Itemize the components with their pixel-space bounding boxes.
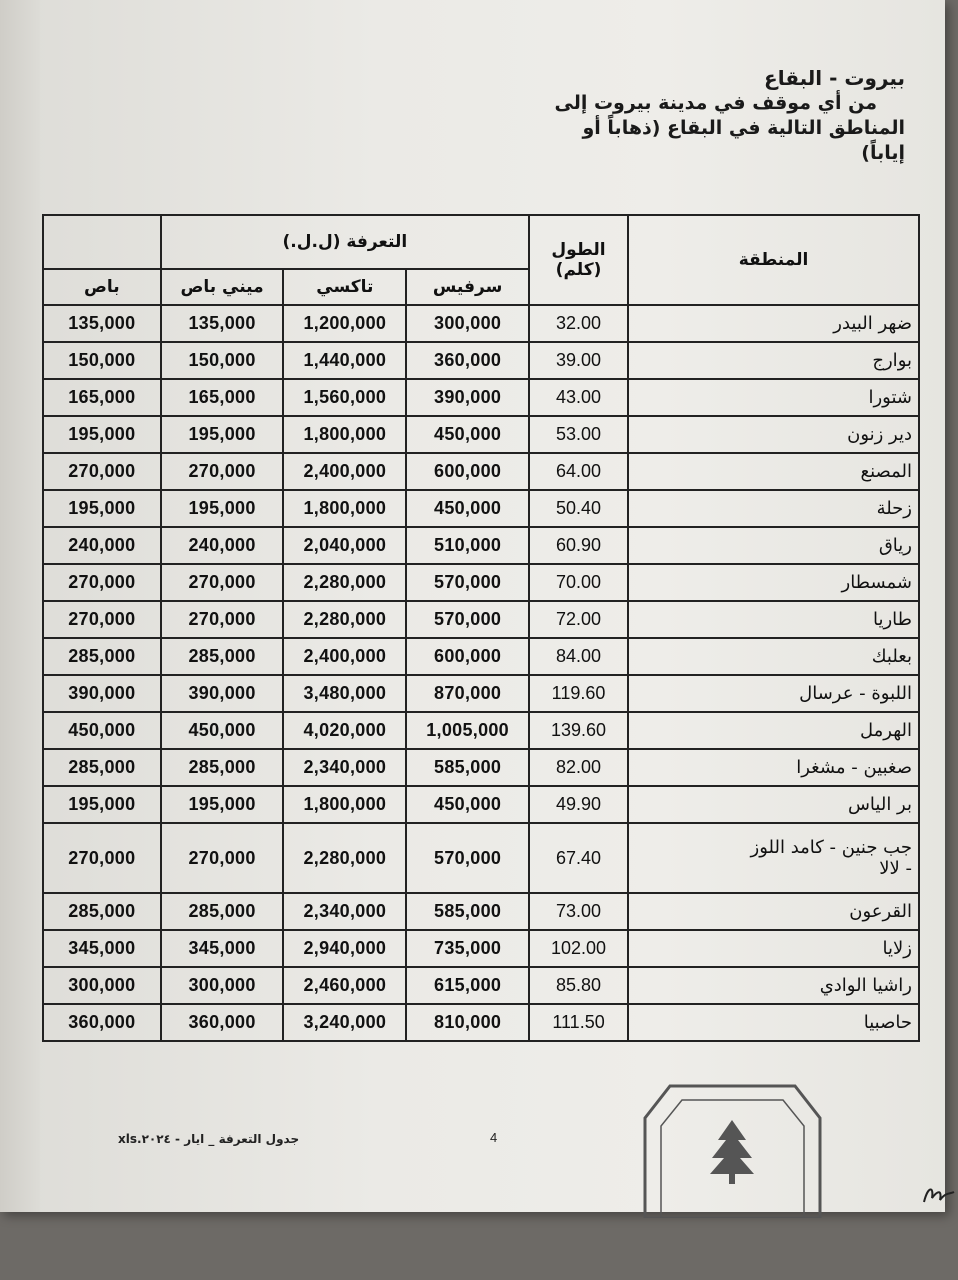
cell-bus: 285,000 [43,893,161,930]
cell-length: 43.00 [529,379,628,416]
cell-length: 64.00 [529,453,628,490]
header-minibus: ميني باص [161,269,284,305]
cell-region: بوارج [628,342,919,379]
footer-page-number: 4 [490,1130,498,1145]
table-row [43,564,919,601]
table-row [43,1004,919,1041]
signature-icon [918,1172,958,1212]
cell-region: القرعون [628,893,919,930]
cell-service: 570,000 [406,564,529,601]
cell-region-line-2: - لالا [879,858,912,879]
cell-minibus: 270,000 [161,564,284,601]
cell-taxi: 1,800,000 [283,490,406,527]
cell-minibus: 195,000 [161,490,284,527]
cell-region: صغبين - مشغرا [628,749,919,786]
cell-service: 615,000 [406,967,529,1004]
table-row [43,930,919,967]
cell-length: 70.00 [529,564,628,601]
cell-bus: 270,000 [43,601,161,638]
cell-taxi: 2,400,000 [283,453,406,490]
cell-bus: 195,000 [43,490,161,527]
cell-length: 111.50 [529,1004,628,1041]
table-row [43,305,919,342]
document-heading [505,66,905,166]
cell-taxi: 4,020,000 [283,712,406,749]
cell-minibus: 300,000 [161,967,284,1004]
cell-bus: 285,000 [43,638,161,675]
cell-minibus: 270,000 [161,453,284,490]
cell-length: 72.00 [529,601,628,638]
cell-bus: 300,000 [43,967,161,1004]
cell-taxi: 2,040,000 [283,527,406,564]
cell-minibus: 450,000 [161,712,284,749]
cell-minibus: 270,000 [161,601,284,638]
table-row [43,379,919,416]
cell-service: 600,000 [406,638,529,675]
cell-service: 870,000 [406,675,529,712]
cell-length: 49.90 [529,786,628,823]
cell-taxi: 2,340,000 [283,893,406,930]
cell-bus: 150,000 [43,342,161,379]
cell-service: 585,000 [406,749,529,786]
table-row [43,967,919,1004]
cell-region: اللبوة - عرسال [628,675,919,712]
cell-taxi: 1,560,000 [283,379,406,416]
cell-taxi: 2,460,000 [283,967,406,1004]
table-row [43,342,919,379]
footer-file-name: جدول التعرفة _ ايار - ٢٠٢٤.xls [118,1132,300,1146]
table-row [43,893,919,930]
table-row [43,675,919,712]
cell-bus: 345,000 [43,930,161,967]
table-row [43,712,919,749]
cell-length: 84.00 [529,638,628,675]
cell-minibus: 345,000 [161,930,284,967]
table-row [43,823,919,893]
cell-minibus: 285,000 [161,638,284,675]
cell-region: بر الياس [628,786,919,823]
cell-minibus: 165,000 [161,379,284,416]
cell-service: 450,000 [406,786,529,823]
cell-minibus: 285,000 [161,749,284,786]
cell-region: شتورا [628,379,919,416]
cell-region: ضهر البيدر [628,305,919,342]
cell-bus: 195,000 [43,416,161,453]
cell-length: 73.00 [529,893,628,930]
cell-region: بعلبك [628,638,919,675]
cell-region [628,823,919,893]
table-row [43,786,919,823]
cell-bus: 165,000 [43,379,161,416]
cell-service: 600,000 [406,453,529,490]
cell-length: 53.00 [529,416,628,453]
table-row [43,638,919,675]
cell-minibus: 195,000 [161,416,284,453]
table-row [43,490,919,527]
cell-service: 360,000 [406,342,529,379]
table-row [43,453,919,490]
cell-region: زحلة [628,490,919,527]
official-stamp-icon [640,1078,825,1218]
cell-length: 60.90 [529,527,628,564]
cell-region: راشيا الوادي [628,967,919,1004]
cell-service: 450,000 [406,490,529,527]
cell-region: طاريا [628,601,919,638]
header-region: المنطقة [628,215,919,305]
cell-service: 735,000 [406,930,529,967]
cell-service: 810,000 [406,1004,529,1041]
cell-region: المصنع [628,453,919,490]
cell-taxi: 2,280,000 [283,564,406,601]
cell-bus: 270,000 [43,453,161,490]
cell-length: 32.00 [529,305,628,342]
cell-bus: 135,000 [43,305,161,342]
cell-bus: 390,000 [43,675,161,712]
header-bus: باص [43,269,161,305]
cell-taxi: 2,400,000 [283,638,406,675]
cell-bus: 270,000 [43,564,161,601]
cell-taxi: 2,340,000 [283,749,406,786]
header-blank [43,215,161,269]
table-row [43,601,919,638]
cell-length: 85.80 [529,967,628,1004]
cell-bus: 450,000 [43,712,161,749]
cell-service: 585,000 [406,893,529,930]
heading-line-2: المناطق التالية في البقاع (ذهاباً أو [582,117,905,139]
cell-bus: 360,000 [43,1004,161,1041]
heading-line-1: من أي موقف في مدينة بيروت إلى [554,92,877,114]
cell-region: الهرمل [628,712,919,749]
header-taxi: تاكسي [283,269,406,305]
cell-minibus: 240,000 [161,527,284,564]
cell-length: 50.40 [529,490,628,527]
cell-service: 300,000 [406,305,529,342]
cell-taxi: 2,280,000 [283,823,406,893]
cell-length: 82.00 [529,749,628,786]
cell-taxi: 2,940,000 [283,930,406,967]
cell-length: 39.00 [529,342,628,379]
cell-bus: 195,000 [43,786,161,823]
cell-minibus: 270,000 [161,823,284,893]
cell-region-line-1: جب جنين - كامد اللوز [750,837,912,858]
cell-region: زلايا [628,930,919,967]
cell-region: رياق [628,527,919,564]
cell-service: 450,000 [406,416,529,453]
cell-taxi: 3,240,000 [283,1004,406,1041]
cell-minibus: 195,000 [161,786,284,823]
cell-taxi: 3,480,000 [283,675,406,712]
heading-line-3: إياباً) [861,142,905,164]
cell-service: 1,005,000 [406,712,529,749]
header-length [529,215,628,305]
table-row [43,749,919,786]
cell-service: 390,000 [406,379,529,416]
header-length-label: الطول [551,240,606,260]
cell-minibus: 135,000 [161,305,284,342]
heading-title: بيروت - البقاع [764,66,905,90]
cell-length: 139.60 [529,712,628,749]
cell-taxi: 1,800,000 [283,416,406,453]
cell-region: شمسطار [628,564,919,601]
cell-length: 67.40 [529,823,628,893]
header-length-unit: (كلم) [555,260,602,280]
cell-bus: 240,000 [43,527,161,564]
cell-service: 510,000 [406,527,529,564]
table-row [43,527,919,564]
cell-taxi: 2,280,000 [283,601,406,638]
cell-taxi: 1,800,000 [283,786,406,823]
cell-bus: 270,000 [43,823,161,893]
cell-length: 102.00 [529,930,628,967]
cell-minibus: 360,000 [161,1004,284,1041]
cell-bus: 285,000 [43,749,161,786]
header-service: سرفيس [406,269,529,305]
table-row [43,416,919,453]
cell-length: 119.60 [529,675,628,712]
cell-region: حاصبيا [628,1004,919,1041]
cell-minibus: 390,000 [161,675,284,712]
cell-minibus: 150,000 [161,342,284,379]
cell-taxi: 1,200,000 [283,305,406,342]
tariff-table [42,214,920,1042]
cell-service: 570,000 [406,601,529,638]
cell-taxi: 1,440,000 [283,342,406,379]
cell-service: 570,000 [406,823,529,893]
cell-minibus: 285,000 [161,893,284,930]
cell-region: دير زنون [628,416,919,453]
header-tariff: التعرفة (ل.ل.) [161,215,529,269]
